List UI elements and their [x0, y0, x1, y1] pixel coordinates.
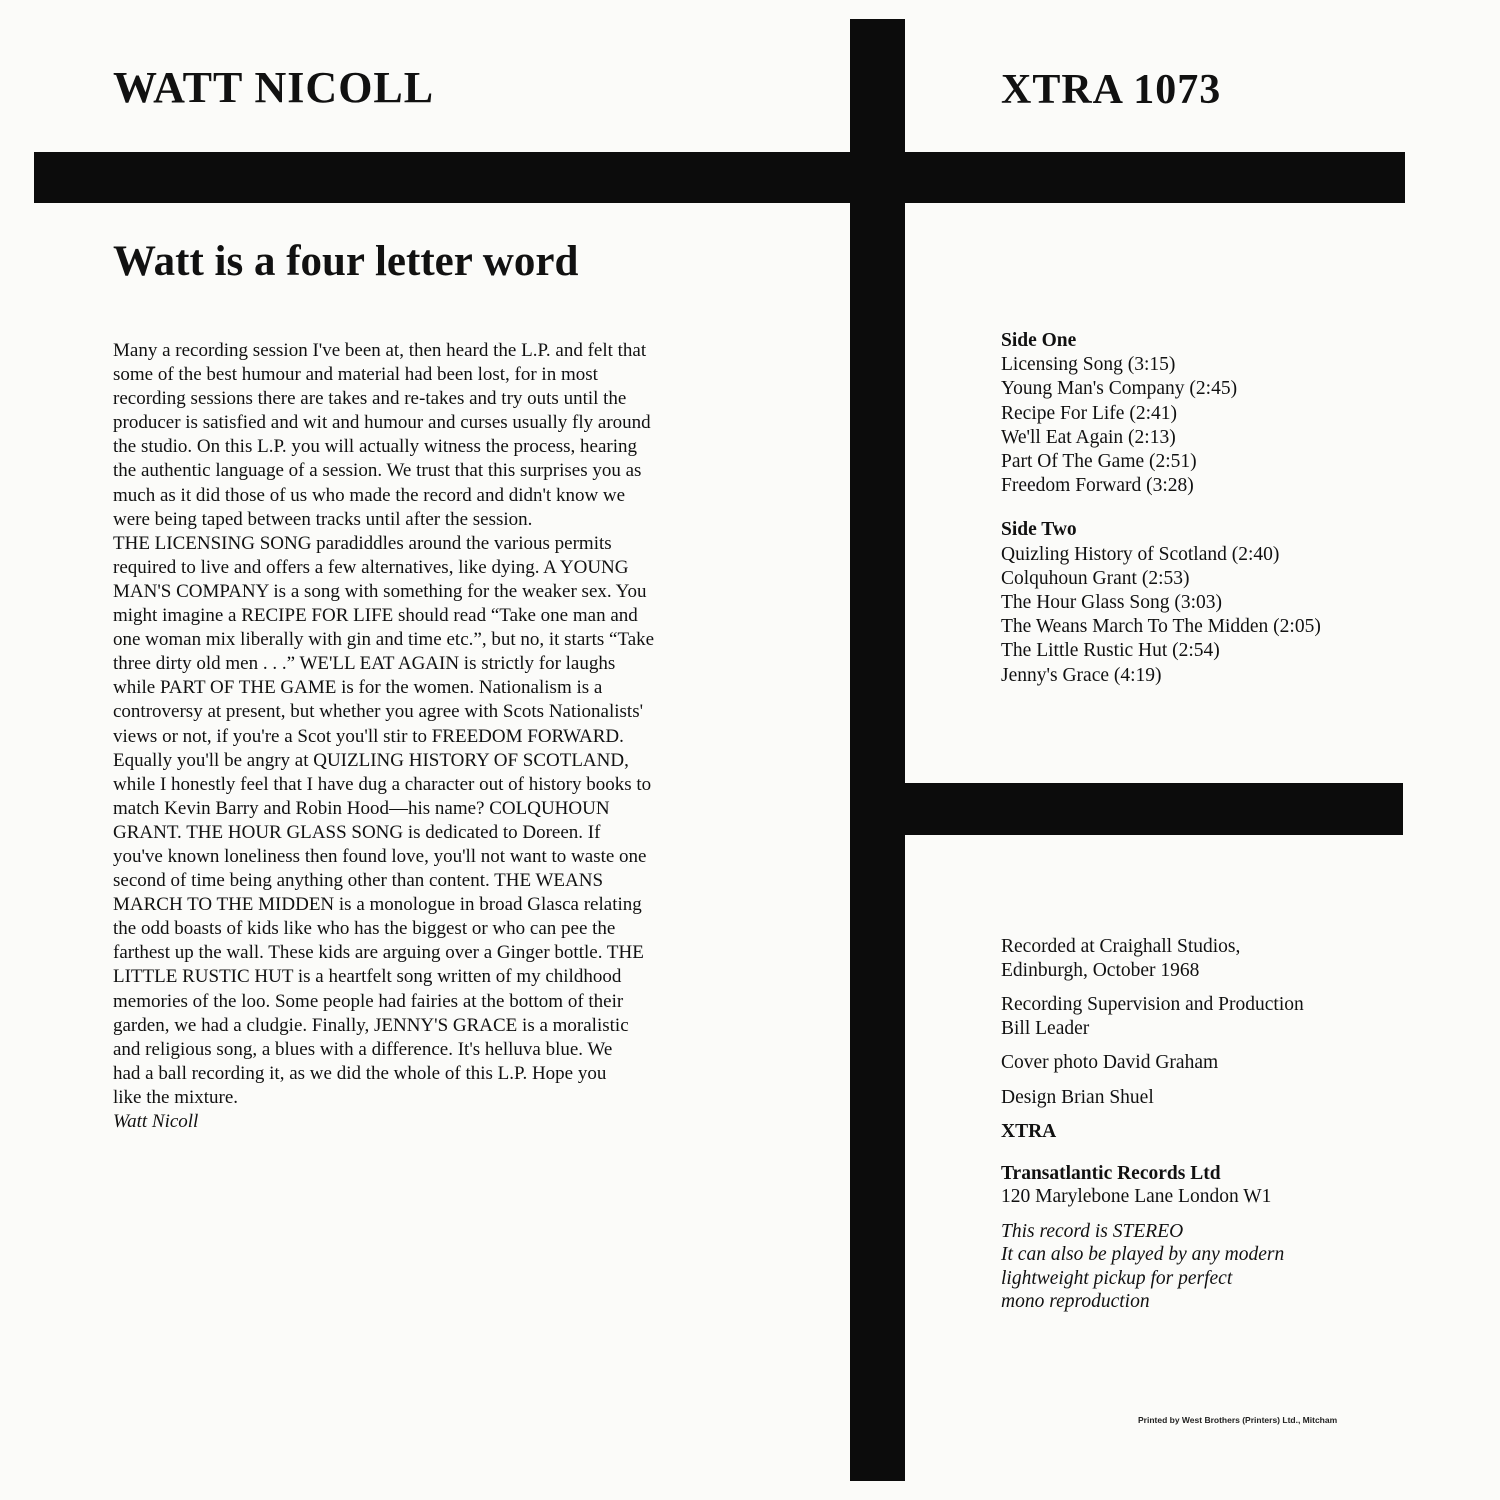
track-item: Young Man's Company (2:45) [1001, 378, 1238, 400]
stereo-notice [1001, 1220, 1304, 1314]
notes-line: controversy at present, but whether you agree with Scots Nationalists' [113, 701, 644, 723]
recording-location-line1: Recorded at Craighall Studios, [1001, 936, 1241, 957]
track-item: The Hour Glass Song (3:03) [1001, 592, 1222, 614]
notes-line: had a ball recording it, as we did the whole of this L.P. Hope you [113, 1062, 607, 1084]
notes-line: the authentic language of a session. We trust that this surprises you as [113, 460, 642, 482]
notes-line: recording sessions there are takes and re-takes and try outs until the [113, 388, 627, 410]
tracklist [1001, 329, 1321, 688]
right-horizontal-bar [850, 783, 1403, 835]
recording-location [1001, 935, 1304, 982]
photo-credit: Cover photo David Graham [1001, 1052, 1219, 1073]
side-one-title: Side One [1001, 330, 1077, 351]
side-two-tracks [1001, 543, 1321, 688]
liner-notes [113, 339, 743, 1134]
side-spacer [1001, 498, 1321, 518]
notes-line: LITTLE RUSTIC HUT is a heartfelt song written of my childhood [113, 966, 622, 988]
notes-line: and religious song, a blues with a difference. It's helluva blue. We [113, 1038, 613, 1060]
notes-line: garden, we had a cludgie. Finally, JENNY'S GRACE is a moralistic [113, 1014, 629, 1036]
track-item: Recipe For Life (2:41) [1001, 402, 1177, 424]
liner-notes-headline: Watt is a four letter word [113, 238, 579, 285]
vertical-divider-bar [850, 19, 905, 1481]
production-credit-line1: Recording Supervision and Production [1001, 994, 1304, 1015]
credits [1001, 935, 1304, 1325]
notes-line: required to live and offers a few alternatives, like dying. A YOUNG [113, 556, 629, 578]
notes-line: some of the best humour and material had been lost, for in most [113, 364, 598, 386]
track-item: Licensing Song (3:15) [1001, 354, 1176, 376]
notes-signature: Watt Nicoll [113, 1111, 199, 1132]
notes-line: you've known loneliness then found love, you'll not want to waste one [113, 845, 647, 867]
notes-line: views or not, if you're a Scot you'll stir to FREEDOM FORWARD. [113, 725, 624, 747]
label-name: XTRA [1001, 1121, 1057, 1142]
notes-line: second of time being anything other than content. THE WEANS [113, 870, 604, 892]
notes-line: farthest up the wall. These kids are arguing over a Ginger bottle. THE [113, 942, 644, 964]
design-credit: Design Brian Shuel [1001, 1086, 1154, 1108]
printer-credit: Printed by West Brothers (Printers) Ltd., Mitcham [1138, 1415, 1338, 1425]
track-item: The Little Rustic Hut (2:54) [1001, 640, 1220, 662]
track-item: We'll Eat Again (2:13) [1001, 426, 1176, 448]
stereo-notice-line1: This record is STEREO [1001, 1220, 1184, 1242]
notes-line: like the mixture. [113, 1086, 239, 1108]
track-item: Quizling History of Scotland (2:40) [1001, 543, 1280, 565]
notes-line: MARCH TO THE MIDDEN is a monologue in broad Glasca relating [113, 894, 642, 916]
track-item: Freedom Forward (3:28) [1001, 475, 1194, 497]
track-item: Colquhoun Grant (2:53) [1001, 567, 1190, 589]
track-item: Part Of The Game (2:51) [1001, 451, 1197, 473]
notes-line: THE LICENSING SONG paradiddles around the various permits [113, 532, 612, 554]
production-credit-line2: Bill Leader [1001, 1017, 1090, 1039]
notes-line: might imagine a RECIPE FOR LIFE should read “Take one man and [113, 605, 638, 627]
notes-line: the odd boasts of kids like who has the biggest or who can pee the [113, 918, 616, 940]
top-horizontal-bar [34, 152, 1405, 203]
catalog-number: XTRA 1073 [1001, 67, 1222, 113]
artist-name: WATT NICOLL [113, 63, 435, 112]
side-two-title: Side Two [1001, 519, 1077, 541]
production-credit [1001, 993, 1304, 1040]
notes-line: one woman mix liberally with gin and time etc.”, but no, it starts “Take [113, 629, 655, 651]
notes-line: producer is satisfied and wit and humour and curses usually fly around [113, 412, 651, 434]
stereo-notice-line4: mono reproduction [1001, 1291, 1150, 1312]
notes-line: while PART OF THE GAME is for the women. Nationalism is a [113, 677, 603, 699]
track-item: The Weans March To The Midden (2:05) [1001, 616, 1321, 638]
recording-location-line2: Edinburgh, October 1968 [1001, 959, 1200, 981]
notes-line: match Kevin Barry and Robin Hood—his name? COLQUHOUN [113, 797, 610, 819]
notes-line: memories of the loo. Some people had fairies at the bottom of their [113, 990, 624, 1012]
track-item: Jenny's Grace (4:19) [1001, 664, 1162, 686]
stereo-notice-line3: lightweight pickup for perfect [1001, 1267, 1233, 1289]
notes-line: three dirty old men . . .” WE'LL EAT AGAIN is strictly for laughs [113, 653, 616, 675]
notes-line: the studio. On this L.P. you will actually witness the process, hearing [113, 436, 638, 458]
notes-line: were being taped between tracks until after the session. [113, 508, 533, 530]
company-address: 120 Marylebone Lane London W1 [1001, 1186, 1272, 1207]
notes-line: MAN'S COMPANY is a song with something for the weaker sex. You [113, 580, 647, 602]
company-name: Transatlantic Records Ltd [1001, 1162, 1221, 1184]
notes-line: Equally you'll be angry at QUIZLING HISTORY OF SCOTLAND, [113, 749, 629, 771]
notes-line: while I honestly feel that I have dug a character out of history books to [113, 773, 652, 795]
company-block [1001, 1162, 1304, 1209]
notes-line: Many a recording session I've been at, then heard the L.P. and felt that [113, 340, 647, 361]
side-one-tracks [1001, 353, 1321, 498]
stereo-notice-line2: It can also be played by any modern [1001, 1244, 1285, 1265]
notes-line: much as it did those of us who made the record and didn't know we [113, 484, 626, 506]
notes-line: GRANT. THE HOUR GLASS SONG is dedicated to Doreen. If [113, 821, 601, 843]
